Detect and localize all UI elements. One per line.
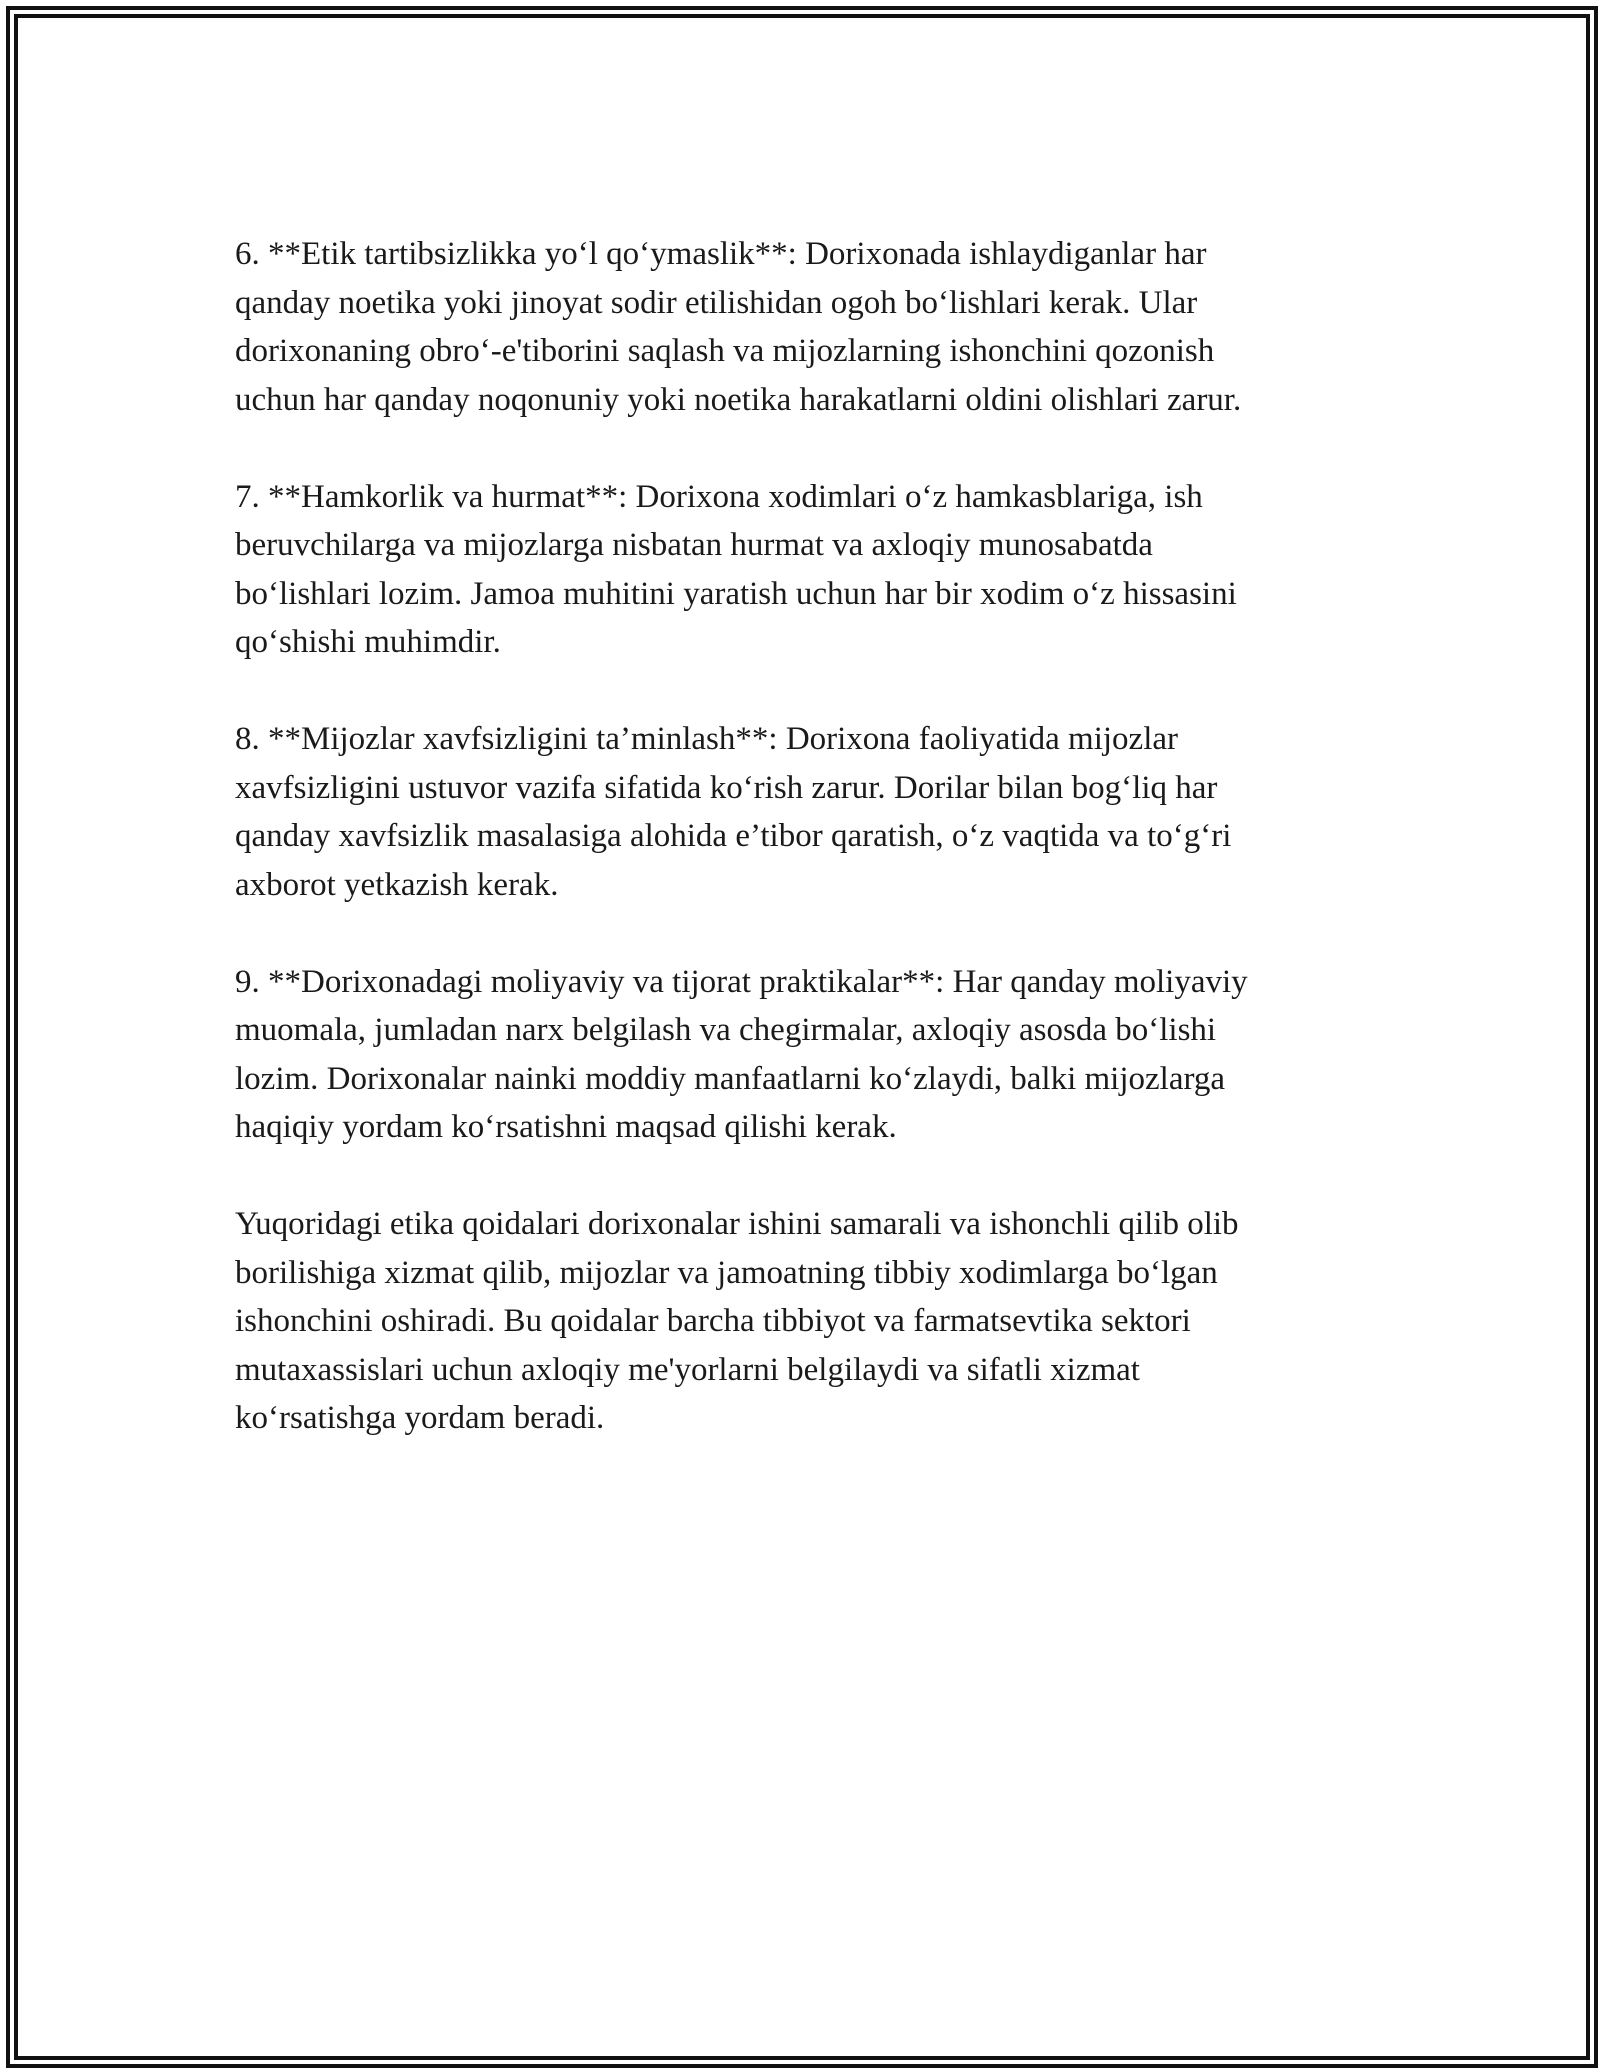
text-line: qo‘shishi muhimdir. (235, 624, 501, 660)
text-line: muomala, jumladan narx belgilash va chegirmalar, axloqiy asosda bo‘lishi (235, 1012, 1217, 1048)
text-line: uchun har qanday noqonuniy yoki noetika harakatlarni oldini olishlari zarur. (235, 381, 1242, 418)
text-line: dorixonaning obro‘-e'tiborini saqlash va mijozlarning ishonchini qozonish (235, 333, 1215, 369)
text-line: ishonchini oshiradi. Bu qoidalar barcha tibbiyot va farmatsevtika sektori (235, 1303, 1191, 1339)
text-line: 9. **Dorixonadagi moliyaviy va tijorat praktikalar**: Har qanday moliyaviy (235, 963, 1248, 1000)
paragraph-item-8 (235, 715, 1385, 909)
paragraph-item-9 (235, 958, 1385, 1152)
text-line: bo‘lishlari lozim. Jamoa muhitini yaratish uchun har bir xodim o‘z hissasini (235, 575, 1237, 612)
text-line: borilishiga xizmat qilib, mijozlar va jamoatning tibbiy xodimlarga bo‘lgan (235, 1254, 1218, 1291)
text-line: lozim. Dorixonalar nainki moddiy manfaatlarni ko‘zlaydi, balki mijozlarga (235, 1060, 1226, 1097)
text-line: 8. **Mijozlar xavfsizligini ta’minlash**: Dorixona faoliyatida mijozlar (235, 721, 1179, 757)
text-line: axborot yetkazish kerak. (235, 866, 559, 903)
text-line: qanday noetika yoki jinoyat sodir etilishidan ogoh bo‘lishlari kerak. Ular (235, 284, 1198, 321)
text-line: haqiqiy yordam ko‘rsatishni maqsad qilishi kerak. (235, 1109, 897, 1145)
text-line: xavfsizligini ustuvor vazifa sifatida ko‘rish zarur. Dorilar bilan bog‘liq har (235, 769, 1218, 806)
paragraph-item-6 (235, 230, 1385, 424)
text-line: 7. **Hamkorlik va hurmat**: Dorixona xodimlari o‘z hamkasblariga, ish (235, 478, 1203, 515)
text-line: ko‘rsatishga yordam beradi. (235, 1400, 605, 1436)
text-line: 6. **Etik tartibsizlikka yo‘l qo‘ymaslik**: Dorixonada ishlaydiganlar har (235, 236, 1207, 272)
text-line: beruvchilarga va mijozlarga nisbatan hurmat va axloqiy munosabatda (235, 527, 1153, 563)
text-line: mutaxassislari uchun axloqiy me'yorlarni belgilaydi va sifatli xizmat (235, 1351, 1140, 1388)
text-line: qanday xavfsizlik masalasiga alohida e’tibor qaratish, o‘z vaqtida va to‘g‘ri (235, 818, 1232, 854)
text-line: Yuqoridagi etika qoidalari dorixonalar ishini samarali va ishonchli qilib olib (235, 1206, 1239, 1242)
document-body (235, 230, 1385, 1491)
conclusion-paragraph (235, 1200, 1385, 1443)
paragraph-item-7 (235, 473, 1385, 667)
